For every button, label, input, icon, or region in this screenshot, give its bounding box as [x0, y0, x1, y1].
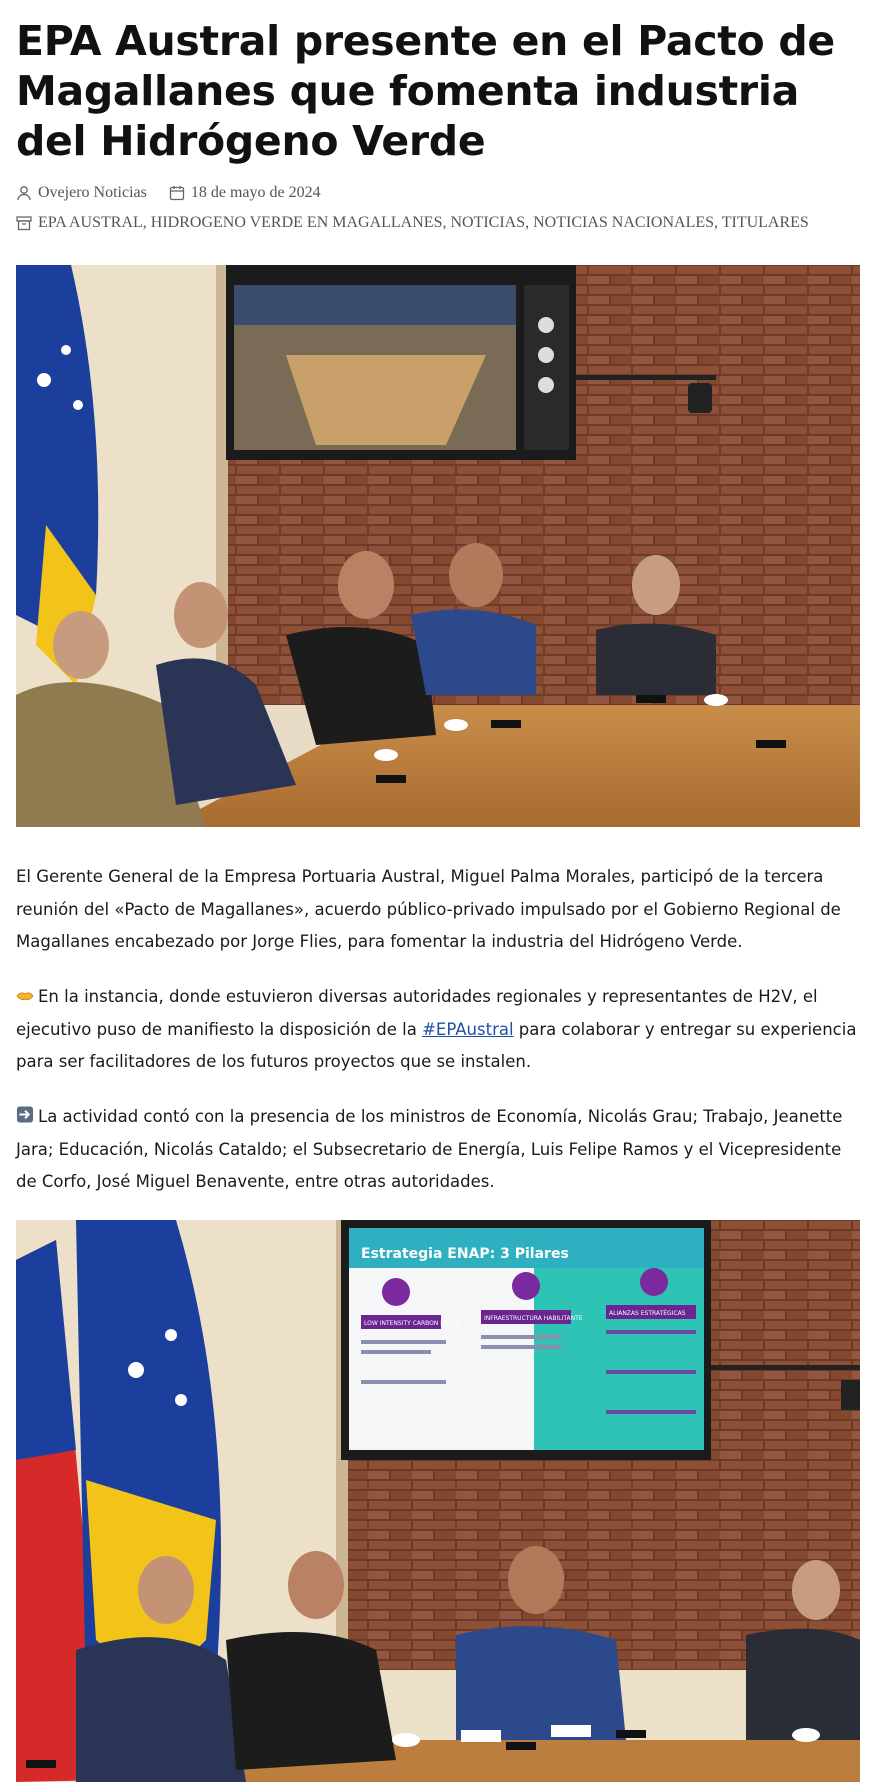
handshake-emoji-icon	[16, 989, 34, 1003]
post-categories	[16, 214, 809, 232]
article-paragraph-3	[16, 1101, 862, 1199]
date-link[interactable]: 18 de mayo de 2024	[190, 184, 321, 201]
categories-links[interactable]: EPA AUSTRAL, HIDROGENO VERDE EN MAGALLANES, NOTICIAS, NOTICIAS NACIONALES, TITULARES	[38, 214, 809, 231]
calendar-icon	[169, 185, 185, 201]
user-icon	[16, 185, 32, 201]
slide-title: Estrategia ENAP: 3 Pilares	[361, 1246, 569, 1262]
article-paragraph-2	[16, 981, 862, 1079]
epaustral-hashtag-link[interactable]: #EPAustral	[422, 1019, 514, 1039]
post-meta	[16, 184, 321, 202]
article-photo-1	[16, 265, 860, 827]
article-paragraph-1: El Gerente General de la Empresa Portuaria Austral, Miguel Palma Morales, participó de la tercera reunión del «Pacto de Magallanes», acuerdo público-privado impulsado por el Gobierno Regional de Magallanes encabezado por Jorge Flies, para fomentar la industria del Hidrógeno Verde.	[16, 867, 841, 951]
slide-col3: ALIANZAS ESTRATÉGICAS	[609, 1310, 686, 1317]
article-title: EPA Austral presente en el Pacto de Magallanes que fomenta industria del Hidrógeno Verde	[16, 17, 835, 165]
article-photo-2	[16, 1220, 860, 1782]
author-link[interactable]: Ovejero Noticias	[38, 184, 147, 201]
paragraph-2-text-before: En la instancia, donde estuvieron diversas autoridades regionales y representantes de H2V, el ejecutivo puso de manifiesto la disposición de la	[16, 987, 818, 1039]
archive-icon	[16, 215, 32, 231]
slide-col2: INFRAESTRUCTURA HABILITANTE	[484, 1315, 583, 1322]
slide-col1: LOW INTENSITY CARBON FUELS	[364, 1320, 460, 1327]
right-arrow-emoji-icon	[16, 1106, 34, 1123]
paragraph-3-text: La actividad contó con la presencia de los ministros de Economía, Nicolás Grau; Trabajo, Jeanette Jara; Educación, Nicolás Cataldo; el Subsecretario de Energía, Luis Felipe Ramos y el Vicepresidente de Corfo, José Miguel Benavente, entre otras autoridades.	[16, 1107, 843, 1191]
paragraph-2-text-after: para colaborar y entregar su experiencia para ser facilitadores de los futuros proyectos que se instalen.	[16, 1019, 857, 1071]
